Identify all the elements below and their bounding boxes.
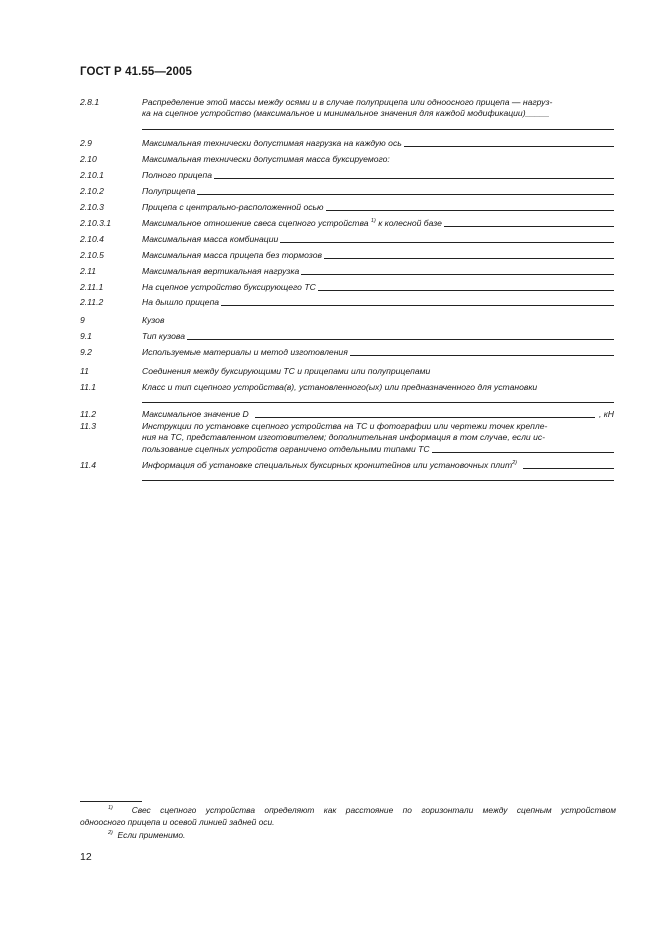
item-number: 9.1 (80, 331, 92, 341)
fill-in-blank[interactable] (142, 393, 614, 403)
fill-in-blank[interactable] (142, 471, 614, 481)
item-text: Соединения между буксирующими ТС и прицепами или полуприцепами (142, 365, 431, 376)
fill-in-blank[interactable] (432, 452, 614, 453)
item-text-line-2: ния на ТС, представленном изготовителем; дополнительная информация в том случае, если ис- (142, 432, 546, 443)
document-header: ГОСТ Р 41.55—2005 (80, 66, 192, 78)
item-number: 11.2 (80, 409, 97, 419)
fill-in-blank[interactable] (318, 290, 614, 291)
item-number: 2.11.1 (80, 282, 104, 292)
item-text: Максимальная технически допустимая масса буксируемого: (142, 153, 390, 164)
footnote-text: Если применимо. (117, 830, 186, 840)
item-text: Полуприцепа (142, 185, 196, 196)
item-number: 2.10.4 (80, 234, 104, 244)
footnote-mark: 1) (108, 805, 113, 811)
fill-in-blank[interactable] (404, 146, 614, 147)
item-number: 2.10.5 (80, 250, 104, 260)
fill-in-blank[interactable] (444, 226, 614, 227)
item-number: 11.3 (80, 421, 97, 431)
item-text: Максимальная масса комбинации (142, 233, 279, 244)
item-text: Максимальная вертикальная нагрузка (142, 265, 300, 276)
item-text-line-1: Инструкции по установке сцепного устройства на ТС и фотографии или чертежи точек крепле- (142, 420, 548, 431)
item-text: На сцепное устройство буксирующего ТС (142, 281, 316, 292)
item-number: 2.10.2 (80, 186, 104, 196)
item-number: 9.2 (80, 347, 92, 357)
item-text: Максимальное отношение свеса сцепного устройства (142, 217, 369, 228)
item-text-cont: к колесной базе (375, 217, 442, 228)
item-text-line-3: пользование сцепных устройств ограничено отдельными типами ТС (142, 443, 430, 454)
footnote-1 (80, 804, 616, 828)
item-text-line-1: Распределение этой массы между осями и в случае полуприцепа или одноосного прицепа — нагруз- (142, 96, 553, 107)
footnote-2 (80, 829, 616, 841)
fill-in-blank[interactable] (214, 178, 614, 179)
fill-in-blank[interactable] (221, 305, 614, 306)
footnote-ref: 2) (512, 459, 517, 466)
item-text: Максимальное значение D (142, 408, 249, 419)
fill-in-blank[interactable] (326, 210, 614, 211)
fill-in-blank[interactable] (255, 417, 595, 418)
fill-in-blank[interactable] (523, 468, 614, 469)
item-number: 2.11.2 (80, 297, 104, 307)
fill-in-blank[interactable] (324, 258, 614, 259)
item-text: Максимальная масса прицепа без тормозов (142, 249, 322, 260)
item-number: 2.8.1 (80, 97, 100, 107)
item-text: Кузов (142, 314, 165, 325)
item-number: 2.10.3.1 (80, 218, 112, 228)
footnote-ref: 1) (370, 217, 376, 224)
item-number: 9 (80, 315, 85, 325)
footnote-text-line-1: Свес сцепного устройства определяют как расстояние по горизонтали между сцепным устройством (131, 805, 617, 815)
item-text: На дышло прицепа (142, 296, 220, 307)
item-text: Полного прицепа (142, 169, 212, 180)
item-text: Информация об установке специальных буксирных кронштейнов или установочных плит (142, 459, 513, 470)
fill-in-blank[interactable] (350, 355, 614, 356)
item-number: 11.4 (80, 460, 97, 470)
unit-label: , кН (598, 408, 614, 419)
footnote-text-line-2: одноосного прицепа и осевой линией задней оси. (80, 817, 275, 828)
item-text: Прицепа с центрально-расположенной осью (142, 201, 324, 212)
item-number: 2.9 (80, 138, 92, 148)
item-text-line-2: ка на сцепное устройство (максимальное и минимальное значения для каждой модификации)_____ (142, 108, 550, 119)
page-number: 12 (80, 851, 92, 863)
fill-in-blank[interactable] (280, 242, 614, 243)
footnote-mark: 2) (108, 830, 113, 836)
fill-in-blank[interactable] (142, 120, 614, 130)
item-number: 2.10 (80, 154, 97, 164)
fill-in-blank[interactable] (197, 194, 614, 195)
item-number: 11.1 (80, 382, 97, 392)
footnote-separator (80, 801, 142, 802)
item-number: 2.11 (80, 266, 97, 276)
item-number: 11 (80, 366, 89, 376)
item-text: Класс и тип сцепного устройства(в), установленного(ых) или предназначенного для установки (142, 381, 538, 392)
item-text: Максимальная технически допустимая нагрузка на каждую ось (142, 137, 402, 148)
item-text: Используемые материалы и метод изготовления (142, 346, 348, 357)
item-text: Тип кузова (142, 330, 185, 341)
item-number: 2.10.1 (80, 170, 104, 180)
item-number: 2.10.3 (80, 202, 104, 212)
fill-in-blank[interactable] (301, 274, 614, 275)
fill-in-blank[interactable] (187, 339, 614, 340)
